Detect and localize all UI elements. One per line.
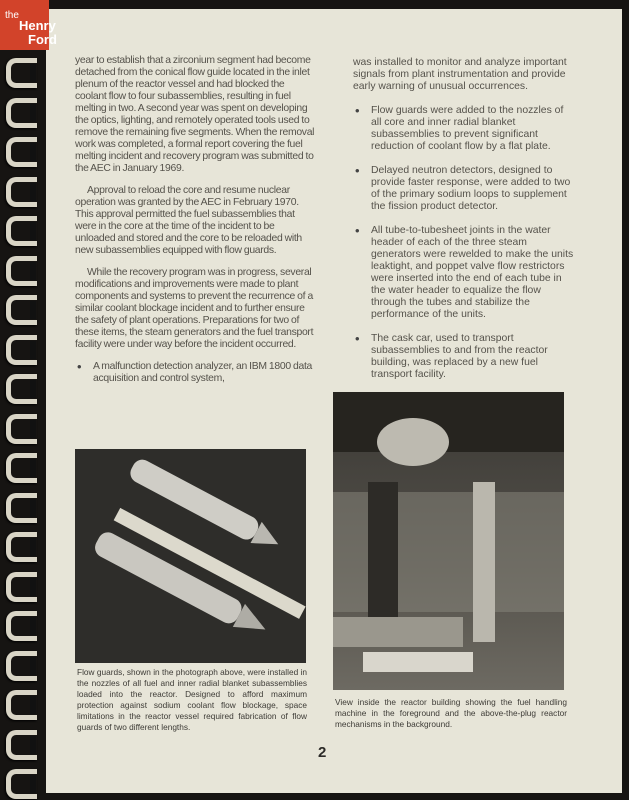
- flow-guards-caption: Flow guards, shown in the photograph above, were installed in the nozzles of all fuel and inner radial blanket subassemblies loaded into the reactor. Designed to afford maximum protection against sodium coolant flow blockage, space limitations in the reactor vessel required fabrication of flow guards of two different lengths.: [77, 667, 307, 732]
- binding-hole: [30, 578, 36, 596]
- bullet-item: • Flow guards were added to the nozzles of all core and inner radial blanket subassemblies to prevent significant reduction of coolant flow by a flat plate.: [353, 105, 575, 153]
- flow-guards-photo: [75, 449, 306, 663]
- binding-hole: [30, 64, 36, 82]
- binding-hole: [30, 696, 36, 714]
- paragraph: While the recovery program was in progress, several modifications and improvements were made to plant components and systems to prevent the recurrence of a similar coolant blockage incident and to further ensure the safety of plant operations. Preparations for two of these items, the steam generators and the fuel transport facility were under way before the incident occurred.: [75, 267, 314, 350]
- bullet-item: • A malfunction detection analyzer, an IBM 1800 data acquisition and control system,: [75, 361, 315, 385]
- binding-hole: [30, 499, 36, 517]
- binding-hole: [30, 222, 36, 240]
- binding-hole: [30, 104, 36, 122]
- binding-hole: [30, 262, 36, 280]
- binding-hole: [30, 459, 36, 477]
- logo-text: Henry: [19, 18, 56, 33]
- logo-text: the: [5, 10, 19, 21]
- paragraph: year to establish that a zirconium segment had become detached from the conical flow guide located in the inlet plenum of the reactor vessel and had blocked the coolant flow to four subassemblies, resulting in fuel melting in two. A second year was spent on developing the optics, lighting, and remotely operated tools used to remove the remaining five segments. When the removal work was completed, a formal report covering the fuel melting incident and recovery program was submitted to the AEC in January 1969.: [75, 55, 315, 174]
- binding-hole: [30, 341, 36, 359]
- binding-hole: [30, 380, 36, 398]
- bullet-item: • The cask car, used to transport subassemblies to and from the reactor building, was replaced by a new fuel transport facility.: [353, 333, 575, 381]
- paragraph: was installed to monitor and analyze important signals from plant instrumentation and provide early warning of unusual occurrences.: [353, 57, 567, 92]
- henry-ford-logo: [0, 0, 57, 50]
- reactor-building-photo: [333, 392, 564, 690]
- left-column: [75, 55, 315, 395]
- page-number: 2: [318, 744, 327, 761]
- paragraph: Approval to reload the core and resume nuclear operation was granted by the AEC in February 1970. This approval permitted the fuel subassemblies that were in the core at the time of the incident to be unloaded and stored and the core to be reloaded with new subassemblies equipped with flow guards.: [75, 185, 302, 256]
- binding-hole: [30, 143, 36, 161]
- binding-hole: [30, 736, 36, 754]
- reactor-building-caption: View inside the reactor building showing the fuel handling machine in the foreground and the above-the-plug reactor mechanisms in the background.: [335, 697, 567, 729]
- logo-text: Ford: [28, 32, 57, 47]
- binding-hole: [30, 538, 36, 556]
- right-column: [353, 57, 575, 393]
- bullet-item: • Delayed neutron detectors, designed to provide faster response, were added to two of the primary sodium loops to supplement the fission product detector.: [353, 165, 575, 213]
- binding-hole: [30, 420, 36, 438]
- flow-guards-illustration: [75, 449, 306, 663]
- fuel-handling-machine-illustration: [333, 392, 564, 690]
- binding-hole: [30, 617, 36, 635]
- binding-hole: [30, 775, 36, 793]
- spiral-binding: [0, 0, 60, 800]
- binding-hole: [30, 301, 36, 319]
- binding-hole: [30, 183, 36, 201]
- binding-hole: [30, 657, 36, 675]
- bullet-item: • All tube-to-tubesheet joints in the water header of each of the three steam generators were rewelded to make the units leaktight, and poppet valve flow restrictors were inserted into the end of each tube in the water header to equalize the flow through the tubes and stabilize the performance of the units.: [353, 225, 575, 321]
